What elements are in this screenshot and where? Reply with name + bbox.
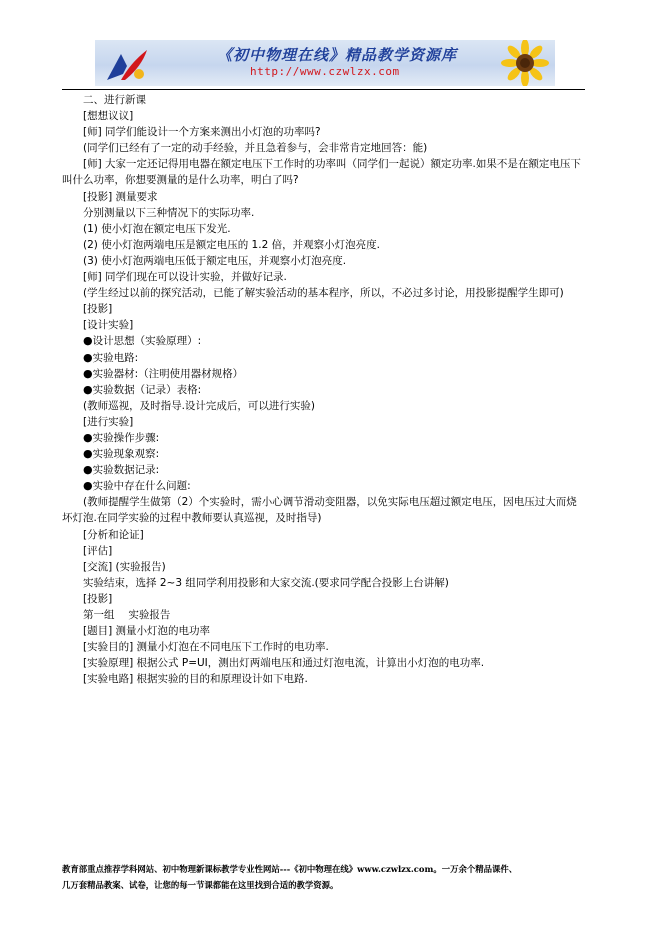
text-line: (2) 使小灯泡两端电压是额定电压的 1.2 倍，并观察小灯泡亮度.: [83, 238, 380, 251]
bullet-dot-icon: ●: [83, 447, 93, 461]
text-line: [题目] 测量小灯泡的电功率: [83, 625, 211, 638]
text-line: (3) 使小灯泡两端电压低于额定电压，并观察小灯泡亮度.: [83, 254, 347, 267]
header-banner: [95, 40, 555, 86]
text-line: [师] 同学们现在可以设计实验，并做好记录.: [83, 271, 287, 284]
bullet-text: 设计思想（实验原理）:: [92, 335, 202, 348]
footer-line: 几万套精品教案、试卷，让您的每一节课都能在这里找到合适的教学资源。: [62, 879, 339, 890]
text-line: [实验电路] 根据实验的目的和原理设计如下电路.: [83, 673, 308, 686]
site-logo-icon: [103, 44, 151, 84]
footer-line: 教育部重点推荐学科网站、初中物理新课标教学专业性网站---《初中物理在线》www.czwlzx.com。一万余个精品课件、: [62, 864, 518, 874]
bullet-item: [62, 462, 585, 478]
bullet-item: [62, 382, 585, 398]
banner-url: http://www.czwlzx.com: [250, 65, 400, 78]
bullet-dot-icon: ●: [83, 430, 93, 444]
section-heading: 二、进行新课: [83, 94, 146, 106]
bullet-item: [62, 478, 585, 494]
text-line: [设计实验]: [83, 319, 134, 332]
banner-title: 《初中物理在线》精品教学资源库: [216, 46, 457, 64]
text-line: (1) 使小灯泡在额定电压下发光.: [83, 222, 231, 235]
sunflower-icon: [495, 40, 555, 86]
bullet-item: [62, 366, 585, 382]
bullet-dot-icon: ●: [83, 350, 93, 364]
text-line: [交流] (实验报告): [83, 560, 166, 573]
page-footer: [62, 862, 602, 893]
teacher-note: (教师巡视，及时指导.设计完成后，可以进行实验): [83, 399, 316, 412]
header-divider: [62, 89, 585, 90]
bullet-text: 实验电路:: [92, 351, 139, 364]
subsection-heading: [进行实验]: [83, 415, 134, 428]
bullet-text: 实验操作步骤:: [92, 431, 160, 444]
text-line: 第一组 实验报告: [83, 609, 171, 621]
document-body: [62, 92, 585, 687]
text-line: (同学们已经有了一定的动手经验，并且急着参与，会非常肯定地回答：能): [83, 142, 428, 155]
text-line: [评估]: [83, 544, 113, 557]
text-line: [实验原理] 根据公式 P=UI，测出灯两端电压和通过灯泡电流，计算出小灯泡的电功率.: [83, 657, 485, 670]
bullet-dot-icon: ●: [83, 479, 93, 493]
bullet-dot-icon: ●: [83, 334, 93, 348]
text-paragraph: (学生经过以前的探究活动，已能了解实验活动的基本程序，所以，不必过多讨论，用投影提醒学生即可): [83, 287, 564, 300]
text-line: 分别测量以下三种情况下的实际功率.: [83, 206, 255, 219]
bullet-item: [62, 350, 585, 366]
text-line: [实验目的] 测量小灯泡在不同电压下工作时的电功率.: [83, 641, 329, 654]
text-line: [分析和论证]: [83, 528, 144, 541]
text-line: [想想议议]: [83, 110, 134, 123]
bullet-text: 实验中存在什么问题:: [92, 480, 191, 493]
bullet-item: [62, 446, 585, 462]
bullet-dot-icon: ●: [83, 366, 93, 380]
bullet-item: [62, 333, 585, 349]
text-line: [投影] 测量要求: [83, 190, 158, 203]
teacher-note: (教师提醒学生做第（2）个实验时，需小心调节滑动变阻器，以免实际电压超过额定电压，因电压过大而烧坏灯泡.在同学实验的过程中教师要认真巡视，及时指导): [62, 496, 577, 525]
bullet-dot-icon: ●: [83, 382, 93, 396]
bullet-text: 实验数据（记录）表格:: [92, 383, 202, 396]
text-line: 实验结束，选择 2~3 组同学利用投影和大家交流.(要求同学配合投影上台讲解): [83, 576, 449, 589]
bullet-dot-icon: ●: [83, 463, 93, 477]
text-paragraph: [师] 大家一定还记得用电器在额定电压下工作时的功率叫（同学们一起说）额定功率.如果不是在额定电压下叫什么功率，你想要测量的是什么功率，明白了吗?: [62, 158, 581, 187]
text-line: [投影]: [83, 592, 113, 605]
bullet-item: [62, 430, 585, 446]
bullet-text: 实验数据记录:: [92, 464, 160, 477]
bullet-text: 实验现象观察:: [92, 448, 160, 461]
text-line: [师] 同学们能设计一个方案来测出小灯泡的功率吗?: [83, 126, 321, 139]
bullet-text: 实验器材:（注明使用器材规格）: [92, 367, 244, 380]
text-line: [投影]: [83, 303, 113, 316]
